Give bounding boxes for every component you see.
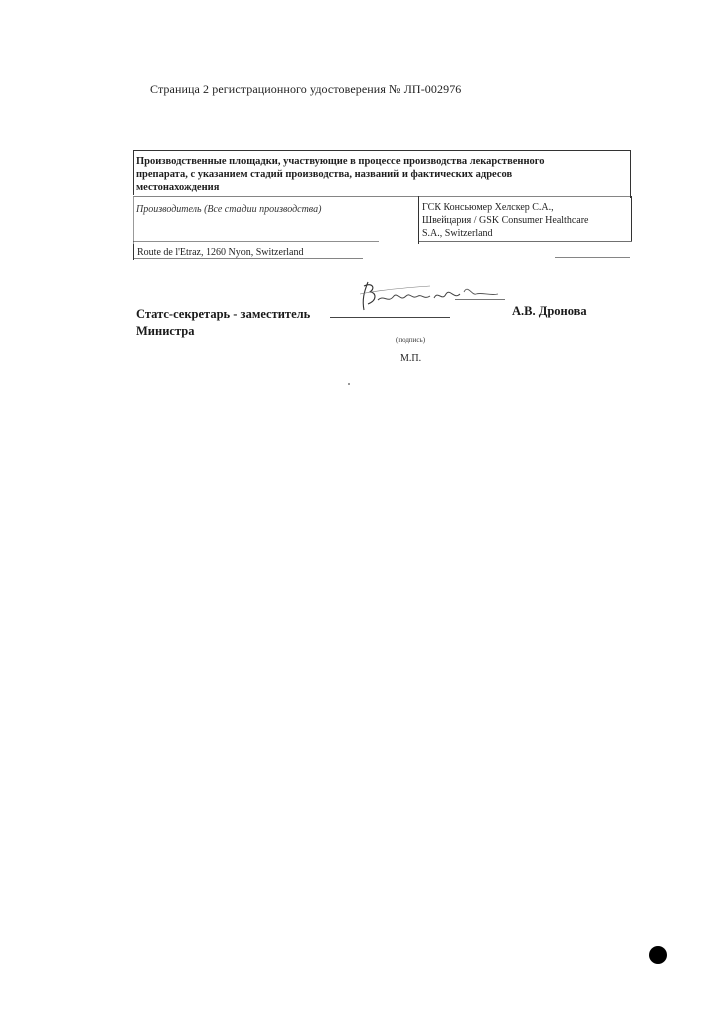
manufacturer-label: Производитель (Все стадии производства) — [136, 204, 322, 215]
table-left-border — [133, 150, 134, 195]
table-column-divider — [418, 196, 419, 244]
table-top-border — [133, 150, 631, 151]
manufacturer-name-line: ГСК Консьюмер Хелскер С.А., — [422, 202, 554, 213]
table-title-line: Производственные площадки, участвующие в процессе производства лекарственного — [136, 156, 545, 167]
manufacturer-address: Route de l'Etraz, 1260 Nyon, Switzerland — [137, 247, 304, 258]
signatory-role — [136, 306, 310, 340]
table-title — [136, 155, 626, 194]
manufacturer-name-line: S.A., Switzerland — [422, 228, 493, 239]
signatory-name: А.В. Дронова — [512, 304, 587, 318]
table-bottom-border-right — [555, 257, 630, 258]
scan-punch-mark — [649, 946, 667, 964]
handwritten-signature — [350, 274, 500, 318]
page-header: Страница 2 регистрационного удостоверения № ЛП-002976 — [150, 82, 462, 96]
manufacturer-name-line: Швейцария / GSK Consumer Healthcare — [422, 215, 589, 226]
scan-speck — [348, 383, 350, 385]
table-right-border — [630, 150, 631, 198]
table-title-line: местонахождения — [136, 182, 220, 193]
table-bottom-border-left — [133, 258, 363, 259]
table-title-line: препарата, с указанием стадий производства, названий и фактических адресов — [136, 169, 513, 180]
signatory-role-line: Статс-секретарь - заместитель — [136, 307, 311, 321]
signature-caption: (подпись) — [396, 336, 426, 344]
manufacturer-name — [422, 201, 632, 240]
table-divider-left — [133, 241, 379, 242]
signatory-role-line: Министра — [136, 324, 195, 338]
stamp-place-label: М.П. — [400, 353, 422, 364]
table-divider-right — [418, 241, 632, 242]
table-left-border-lower — [133, 197, 134, 245]
table-row-divider — [133, 196, 631, 197]
